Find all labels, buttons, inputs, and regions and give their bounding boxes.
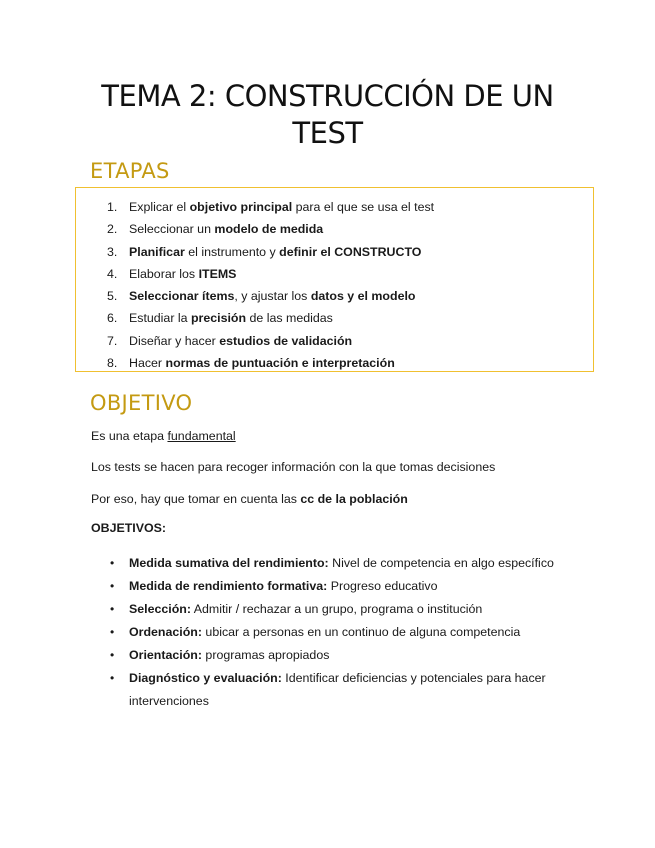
bullet-icon: • [110,648,115,662]
etapa-text: precisión [190,311,247,326]
etapa-number: 3. [107,244,118,259]
objetivo-term: Ordenación: [129,625,202,639]
p3-text: Por eso, hay que tomar en cuenta las [91,492,301,506]
etapa-text: Planificar [129,244,185,259]
objetivo-term: Orientación: [129,648,202,662]
etapa-number: 6. [107,311,118,326]
etapa-item [107,330,434,352]
etapa-item [107,196,434,218]
etapa-text: Seleccionar ítems [129,289,235,304]
etapa-text: definir el CONSTRUCTO [279,244,422,259]
title-line-2: TEST [292,116,363,150]
objetivo-term: Selección: [129,602,191,616]
bullet-icon: • [110,579,115,593]
objetivo-item [110,644,580,667]
objetivo-term: Medida sumativa del rendimiento: [129,556,329,570]
etapa-number: 5. [107,289,118,304]
objetivo-description: ubicar a personas en un continuo de alguna competencia [201,625,521,639]
title-line-1: TEMA 2: CONSTRUCCIÓN DE UN [101,79,554,113]
objetivo-heading: OBJETIVO [90,391,193,415]
etapa-item [107,263,434,285]
etapa-text: Seleccionar un [129,222,215,237]
etapa-text: para el que se usa el test [292,200,435,214]
etapa-text: datos y el modelo [310,289,416,304]
etapa-number: 8. [107,356,118,371]
objetivo-item [110,552,580,575]
objetivo-item [110,621,580,644]
etapa-text: estudios de validación [219,333,353,348]
etapa-number: 7. [107,333,118,348]
etapa-text: modelo de medida [214,222,324,237]
etapa-item [107,352,434,374]
objetivo-paragraph-3 [91,492,408,506]
etapa-text: objetivo principal [189,200,293,214]
objetivo-item [110,598,580,621]
objetivo-paragraph-1 [91,429,236,443]
p3-bold: cc de la población [300,492,408,506]
etapa-text: normas de puntuación e interpretación [165,356,395,371]
page-title [60,78,595,152]
etapa-text: Explicar el [129,200,190,214]
etapa-text: de las medidas [246,311,333,326]
etapa-item [107,218,434,240]
p1-text: Es una etapa [91,429,168,443]
bullet-icon: • [110,625,115,639]
objetivo-description: Progreso educativo [327,579,438,593]
etapa-text: Elaborar los [129,266,199,281]
etapa-text: Hacer [129,356,166,371]
objetivo-item [110,667,580,713]
bullet-icon: • [110,556,115,570]
objetivo-paragraph-2: Los tests se hacen para recoger información con la que tomas decisiones [91,460,496,474]
objetivo-description: programas apropiados [201,648,330,662]
bullet-icon: • [110,602,115,616]
etapa-text: el instrumento y [184,244,280,259]
objetivos-list [110,552,580,713]
etapa-text: , y ajustar los [234,289,311,304]
etapas-list [107,196,434,374]
objetivo-description: Nivel de competencia en algo específico [328,556,554,570]
etapa-text: ITEMS [198,266,237,281]
etapa-number: 1. [107,200,118,214]
objetivo-item [110,575,580,598]
etapa-text: Diseñar y hacer [129,333,220,348]
p1-underlined: fundamental [167,429,236,443]
etapa-text: Estudiar la [129,311,191,326]
etapa-number: 2. [107,222,118,237]
etapa-item [107,285,434,307]
objetivo-term: Medida de rendimiento formativa: [129,579,328,593]
etapa-item [107,241,434,263]
bullet-icon: • [110,671,115,685]
objetivo-term: Diagnóstico y evaluación: [129,671,282,685]
objetivo-description: Admitir / rechazar a un grupo, programa o institución [190,602,483,616]
etapas-heading: ETAPAS [90,159,170,183]
etapa-number: 4. [107,266,118,281]
etapa-item [107,307,434,329]
objetivos-label: OBJETIVOS: [91,521,167,535]
objetivo-description: Identificar deficiencias y potenciales para hacer intervenciones [129,671,546,708]
